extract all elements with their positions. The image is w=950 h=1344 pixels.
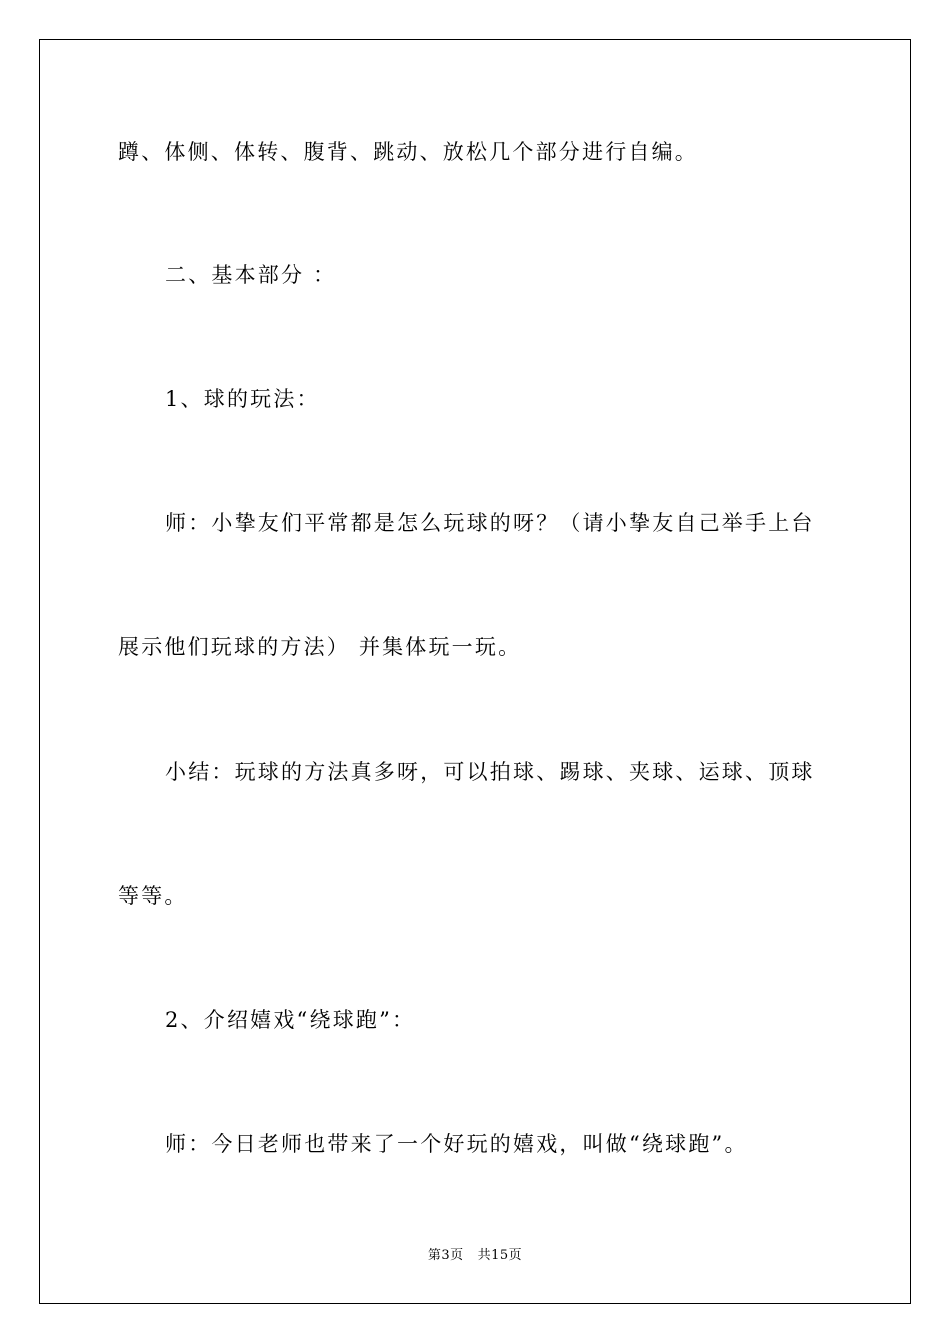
- page-total: 共15页: [477, 1248, 523, 1263]
- paragraph-line: 小结：玩球的方法真多呀，可以拍球、踢球、夹球、运球、顶球: [165, 760, 815, 784]
- paragraph-line: 师：今日老师也带来了一个好玩的嬉戏，叫做“绕球跑”。: [165, 1132, 748, 1156]
- paragraph-line: 师：小挚友们平常都是怎么玩球的呀？（请小挚友自己举手上台: [165, 511, 815, 535]
- section-heading: 二、基本部分 ：: [165, 263, 337, 287]
- page-border: [39, 39, 911, 1304]
- paragraph-line: 蹲、体侧、体转、腹背、跳动、放松几个部分进行自编。: [118, 140, 698, 164]
- page-number: 第3页: [427, 1248, 464, 1263]
- page-footer: [0, 1247, 950, 1265]
- subsection-heading: 2、介绍嬉戏“绕球跑”：: [165, 1008, 416, 1032]
- paragraph-line: 等等。: [118, 884, 188, 908]
- paragraph-line: 展示他们玩球的方法） 并集体玩一玩。: [118, 635, 522, 659]
- subsection-heading: 1、球的玩法：: [165, 387, 320, 411]
